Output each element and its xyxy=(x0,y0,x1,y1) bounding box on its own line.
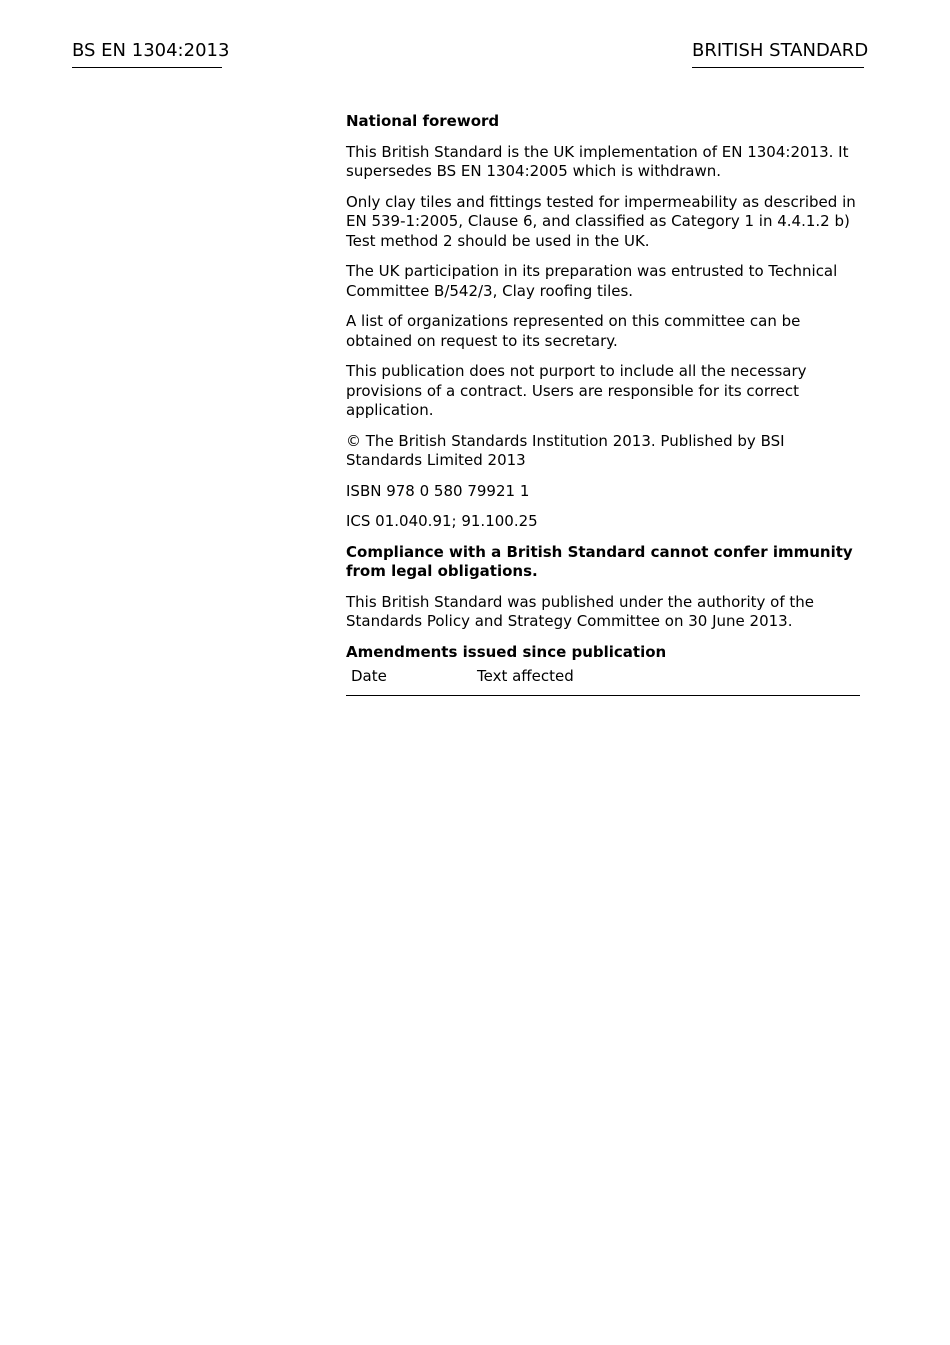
publication-authority: This British Standard was published under the authority of the Standards Policy and Strategy Committee on 30 June 2013. xyxy=(346,592,815,630)
ics-codes: ICS 01.040.91; 91.100.25 xyxy=(346,512,538,530)
foreword-paragraph: This British Standard is the UK implementation of EN 1304:2013. It supersedes BS EN 1304:2005 which is withdrawn. xyxy=(346,142,849,180)
foreword-paragraph: Only clay tiles and fittings tested for impermeability as described in EN 539-1:2005, Clause 6, and classified as Category 1 in 4.4.1.2 b) Test method 2 should be used in the UK. xyxy=(346,192,856,250)
amendments-title: Amendments issued since publication xyxy=(346,642,667,661)
foreword-paragraph: The UK participation in its preparation was entrusted to Technical Committee B/542/3, Clay roofing tiles. xyxy=(346,262,838,300)
document-id: BS EN 1304:2013 xyxy=(72,39,222,68)
foreword-paragraph: This publication does not purport to include all the necessary provisions of a contract. Users are responsible for its correct application. xyxy=(346,362,807,419)
amendments-table xyxy=(346,667,860,696)
foreword-title: National foreword xyxy=(346,112,500,130)
compliance-notice: Compliance with a British Standard cannot confer immunity from legal obligations. xyxy=(346,542,853,580)
copyright-notice: © The British Standards Institution 2013. Published by BSI Standards Limited 2013 xyxy=(346,431,785,469)
isbn: ISBN 978 0 580 79921 1 xyxy=(346,481,530,500)
foreword-paragraph: A list of organizations represented on this committee can be obtained on request to its secretary. xyxy=(346,312,801,350)
amendments-header-row xyxy=(346,667,860,695)
document-type: BRITISH STANDARD xyxy=(692,39,864,68)
column-header-text-affected: Text affected xyxy=(477,667,860,695)
national-foreword xyxy=(346,112,860,696)
column-header-date: Date xyxy=(346,667,477,695)
